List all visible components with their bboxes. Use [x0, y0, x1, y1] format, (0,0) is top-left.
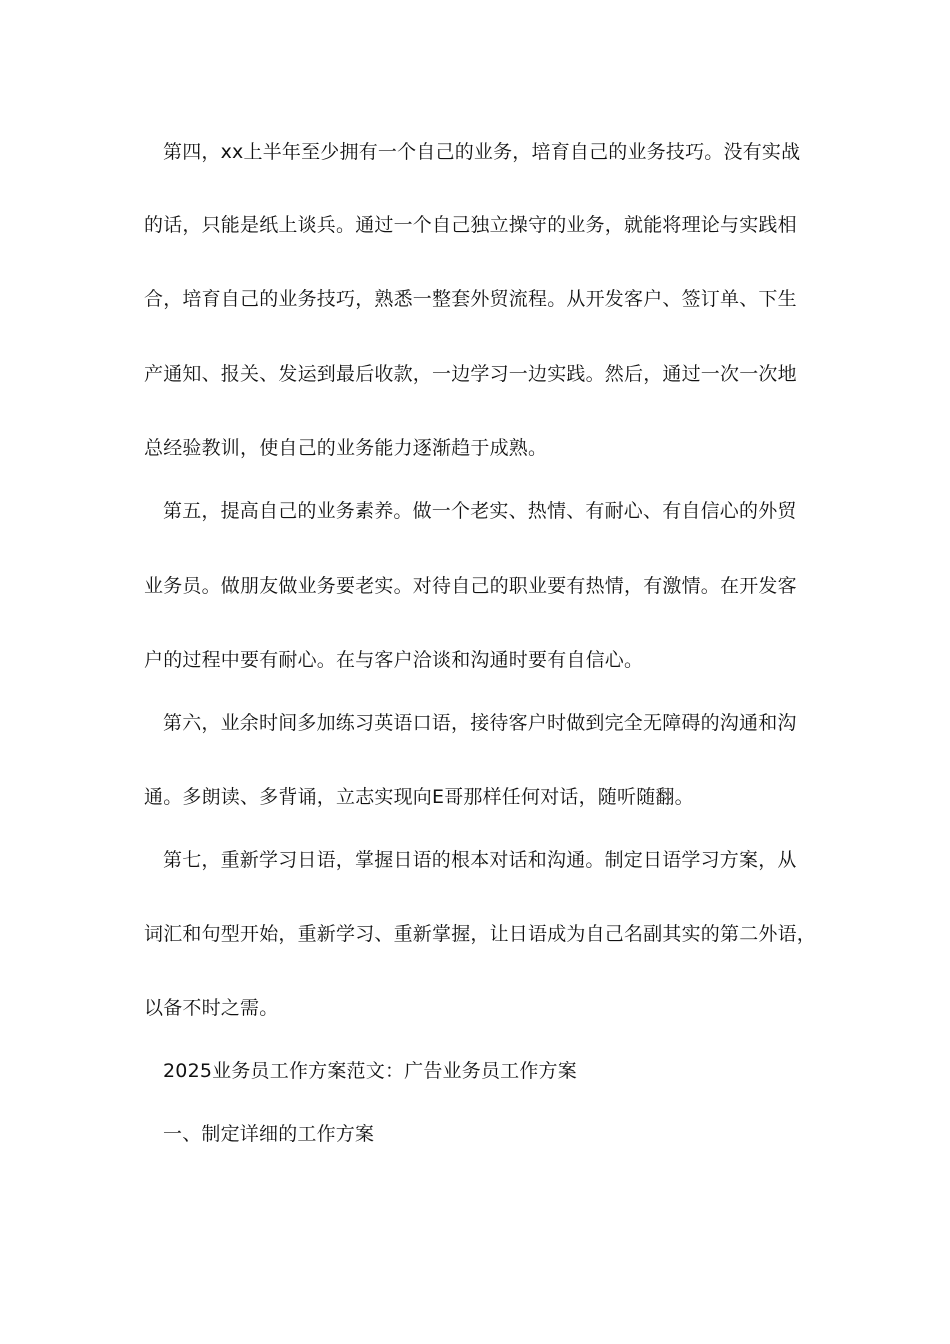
document-title: 2025业务员工作方案范文：广告业务员工作方案	[163, 1060, 577, 1082]
paragraph-6-line-2: 通。多朗读、多背诵，立志实现向E哥那样任何对话，随听随翻。	[144, 786, 694, 808]
section-heading: 一、制定详细的工作方案	[163, 1123, 375, 1145]
paragraph-4-line-2: 的话，只能是纸上谈兵。通过一个自己独立操守的业务，就能将理论与实践相	[144, 214, 797, 236]
paragraph-6-line-1: 第六，业余时间多加练习英语口语，接待客户时做到完全无障碍的沟通和沟	[163, 712, 797, 734]
paragraph-5-line-1: 第五，提高自己的业务素养。做一个老实、热情、有耐心、有自信心的外贸	[163, 500, 797, 522]
paragraph-5-line-3: 户的过程中要有耐心。在与客户洽谈和沟通时要有自信心。	[144, 649, 644, 671]
paragraph-4-line-4: 产通知、报关、发运到最后收款，一边学习一边实践。然后，通过一次一次地	[144, 363, 797, 385]
paragraph-7-line-2: 词汇和句型开始，重新学习、重新掌握，让日语成为自己名副其实的第二外语，	[144, 923, 817, 945]
paragraph-7-line-1: 第七，重新学习日语，掌握日语的根本对话和沟通。制定日语学习方案，从	[163, 849, 797, 871]
paragraph-4-line-5: 总经验教训，使自己的业务能力逐渐趋于成熟。	[144, 437, 548, 459]
paragraph-5-line-2: 业务员。做朋友做业务要老实。对待自己的职业要有热情，有激情。在开发客	[144, 575, 797, 597]
paragraph-4-line-1: 第四，xx上半年至少拥有一个自己的业务，培育自己的业务技巧。没有实战	[163, 141, 801, 163]
paragraph-7-line-3: 以备不时之需。	[144, 997, 279, 1019]
paragraph-4-line-3: 合，培育自己的业务技巧，熟悉一整套外贸流程。从开发客户、签订单、下生	[144, 288, 797, 310]
